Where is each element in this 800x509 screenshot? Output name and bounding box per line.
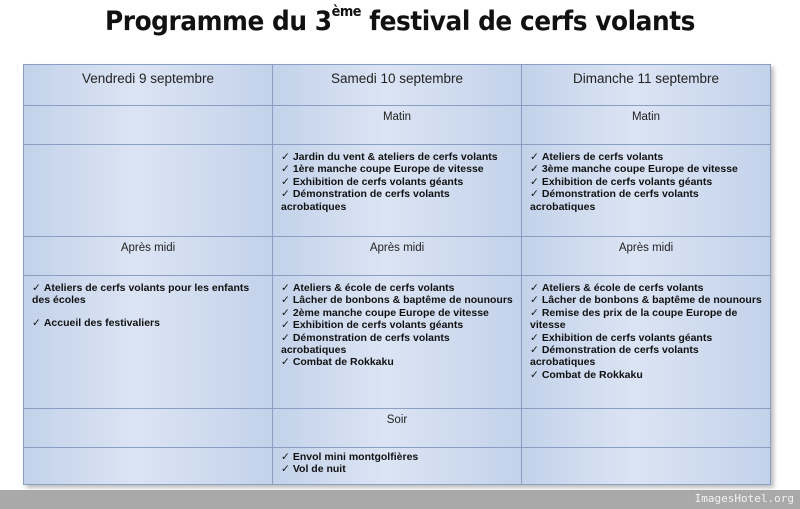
program-item-text: Ateliers & école de cerfs volants [541,282,704,294]
checkmark-icon: ✓ [281,331,290,344]
checkmark-icon: ✓ [32,316,41,329]
program-item [530,282,764,294]
program-item [530,294,764,306]
program-item-text: Vol de nuit [292,463,346,476]
matin-saturday-cell [273,145,522,237]
checkmark-icon: ✓ [281,188,290,201]
program-item-text: Lâcher de bonbons & baptême de nounours [541,294,762,307]
checkmark-icon: ✓ [530,306,539,319]
section-label-matin-saturday: Matin [273,106,522,145]
program-item [281,463,515,475]
matin-sunday-cell [522,145,771,237]
program-item-text: Combat de Rokkaku [541,368,643,381]
program-item [281,356,515,368]
program-item [281,176,515,188]
program-item-text: Démonstration de cerfs volants acrobatiques [281,331,450,357]
program-item-text: 2ème manche coupe Europe de vitesse [292,306,489,319]
section-label-apres-midi-sunday: Après midi [522,237,771,276]
checkmark-icon: ✓ [281,451,290,463]
program-item [281,294,515,306]
checkmark-icon: ✓ [281,163,290,176]
checkmark-icon: ✓ [530,188,539,201]
program-item-text: Ateliers de cerfs volants [541,151,664,163]
checkmark-icon: ✓ [281,175,290,188]
apres-midi-sunday-cell [522,276,771,409]
program-item [530,176,764,188]
checkmark-icon: ✓ [530,163,539,176]
program-item [530,369,764,381]
apres-midi-saturday-cell [273,276,522,409]
program-item [281,451,515,463]
checkmark-icon: ✓ [281,356,290,369]
day-header-saturday: Samedi 10 septembre [273,65,522,106]
program-item-text: Jardin du vent & ateliers de cerfs volants [292,151,498,163]
checkmark-icon: ✓ [530,282,539,294]
program-item-text: Démonstration de cerfs volants acrobatiques [530,344,699,369]
checkmark-icon: ✓ [281,463,290,476]
program-item [32,282,266,307]
footer-bar [0,490,800,509]
section-empty-cell [24,409,273,448]
checkmark-icon: ✓ [281,151,290,163]
program-item [281,307,515,319]
checkmark-icon: ✓ [530,151,539,163]
program-item-text: Exhibition de cerfs volants géants [292,175,464,188]
program-item-text: Envol mini montgolfières [292,451,419,463]
program-item-text: 1ère manche coupe Europe de vitesse [292,163,484,176]
program-item-text: 3ème manche coupe Europe de vitesse [541,163,738,176]
section-label-apres-midi-friday: Après midi [24,237,273,276]
checkmark-icon: ✓ [530,331,539,344]
soir-sunday-cell [522,448,771,485]
program-item [281,319,515,331]
day-header-sunday: Dimanche 11 septembre [522,65,771,106]
checkmark-icon: ✓ [281,306,290,319]
program-item [530,332,764,344]
soir-friday-cell [24,448,273,485]
program-item [530,151,764,163]
program-item-text: Ateliers & école de cerfs volants [292,282,455,294]
section-label-apres-midi-saturday: Après midi [273,237,522,276]
program-item-text: Exhibition de cerfs volants géants [541,175,713,188]
program-item-text: Exhibition de cerfs volants géants [541,331,713,344]
program-item-text: Exhibition de cerfs volants géants [292,319,464,332]
section-label-soir-saturday: Soir [273,409,522,448]
program-item [281,282,515,294]
program-item [281,332,515,357]
program-table [23,64,771,485]
program-item-text: Démonstration de cerfs volants acrobatiques [281,188,450,213]
program-item-text: Démonstration de cerfs volants acrobatiques [530,188,699,213]
program-item [530,344,764,369]
program-item [530,188,764,213]
apres-midi-friday-cell [24,276,273,409]
checkmark-icon: ✓ [281,294,290,307]
soir-saturday-cell [273,448,522,485]
page-title: Programme du 3ème festival de cerfs volants [105,4,695,37]
program-item [530,163,764,175]
program-item-text: Remise des prix de la coupe Europe de vitesse [530,306,738,332]
program-item-text: Ateliers de cerfs volants pour les enfants des écoles [32,282,250,307]
program-item [281,151,515,163]
checkmark-icon: ✓ [281,282,290,294]
section-label-matin-sunday: Matin [522,106,771,145]
checkmark-icon: ✓ [281,319,290,332]
program-item-text: Accueil des festivaliers [43,316,160,329]
watermark-credit: ImagesHotel.org [694,492,794,505]
program-item [281,188,515,213]
section-empty-cell [24,106,273,145]
checkmark-icon: ✓ [32,282,41,294]
checkmark-icon: ✓ [530,368,539,381]
section-empty-cell [522,409,771,448]
day-header-friday: Vendredi 9 septembre [24,65,273,106]
checkmark-icon: ✓ [530,344,539,357]
program-item [530,307,764,332]
program-item-text: Lâcher de bonbons & baptême de nounours [292,294,513,307]
checkmark-icon: ✓ [530,294,539,307]
program-item-text: Combat de Rokkaku [292,356,394,369]
program-item [32,317,266,329]
matin-friday-cell [24,145,273,237]
program-item [281,163,515,175]
checkmark-icon: ✓ [530,175,539,188]
